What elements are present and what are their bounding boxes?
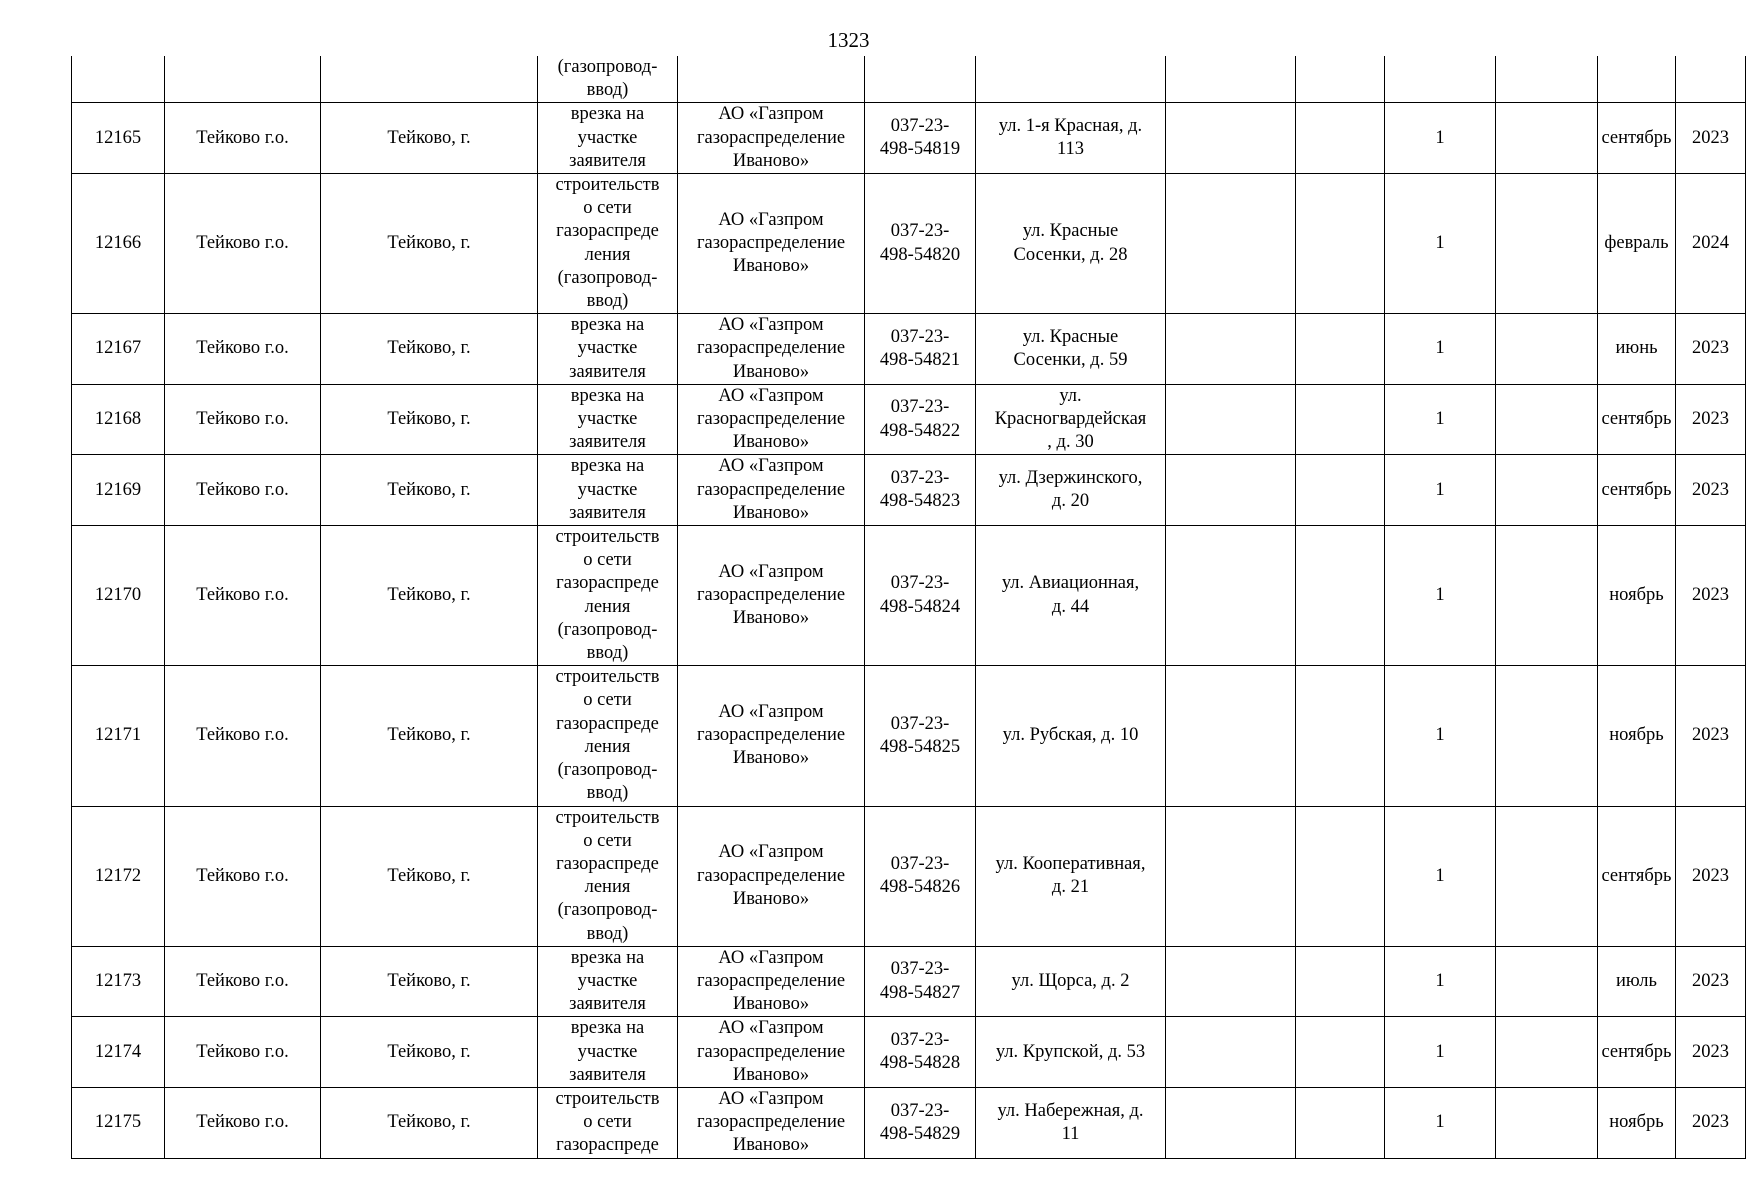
cell-line: газораспределение xyxy=(696,865,846,886)
cell-empty xyxy=(1296,526,1385,666)
cell-month: июль xyxy=(1598,946,1676,1017)
cell-work-type xyxy=(538,1017,678,1088)
cell-empty xyxy=(1166,1087,1296,1158)
cell-line: АО «Газпром xyxy=(718,1018,824,1039)
cell-line: участке xyxy=(577,479,638,500)
cell-line: 037-23- xyxy=(890,1029,950,1050)
cell-address xyxy=(976,103,1166,174)
cell-code xyxy=(865,384,976,455)
cell-locality: Тейково, г. xyxy=(321,455,538,526)
cell-month: сентябрь xyxy=(1598,455,1676,526)
cell-line: газораспределение xyxy=(696,127,846,148)
cell-empty xyxy=(1496,946,1598,1017)
cell-month: июнь xyxy=(1598,314,1676,385)
cell-id: 12174 xyxy=(72,1017,165,1088)
cell-line: Иваново» xyxy=(732,748,810,769)
cell-quantity xyxy=(1385,56,1496,103)
cell-line: ввод) xyxy=(586,923,629,944)
cell-line: ул. Крупской, д. 53 xyxy=(995,1041,1146,1062)
table-row xyxy=(72,526,1746,666)
cell-line: газораспределение xyxy=(696,233,846,254)
cell-empty xyxy=(1496,806,1598,946)
cell-line: врезка на xyxy=(570,1018,645,1039)
cell-line: 113 xyxy=(1056,139,1085,160)
cell-empty xyxy=(1296,666,1385,806)
cell-line: врезка на xyxy=(570,315,645,336)
cell-organization xyxy=(678,526,865,666)
cell-code xyxy=(865,314,976,385)
cell-year: 2023 xyxy=(1676,103,1746,174)
cell-month: ноябрь xyxy=(1598,526,1676,666)
cell-line: газораспреде xyxy=(556,1135,659,1156)
cell-id: 12165 xyxy=(72,103,165,174)
cell-month: сентябрь xyxy=(1598,806,1676,946)
cell-line: 498-54825 xyxy=(879,736,961,757)
cell-line: 037-23- xyxy=(890,397,950,418)
cell-district: Тейково г.о. xyxy=(165,1087,321,1158)
table-row xyxy=(72,174,1746,314)
cell-line: врезка на xyxy=(570,947,645,968)
cell-address xyxy=(976,174,1166,314)
cell-code xyxy=(865,455,976,526)
cell-id: 12173 xyxy=(72,946,165,1017)
cell-address xyxy=(976,806,1166,946)
cell-id: 12172 xyxy=(72,806,165,946)
cell-empty xyxy=(1296,103,1385,174)
cell-empty xyxy=(1166,666,1296,806)
cell-line: газораспределение xyxy=(696,725,846,746)
cell-empty xyxy=(1166,384,1296,455)
cell-line: газораспределение xyxy=(696,970,846,991)
cell-line: строительств xyxy=(555,807,660,828)
cell-line: о сети xyxy=(583,198,632,219)
cell-empty xyxy=(1296,56,1385,103)
cell-line: (газопровод- xyxy=(557,900,658,921)
table-row xyxy=(72,455,1746,526)
cell-line: 498-54819 xyxy=(879,139,961,160)
cell-work-type xyxy=(538,946,678,1017)
cell-line: 037-23- xyxy=(890,573,950,594)
cell-work-type xyxy=(538,103,678,174)
cell-address xyxy=(976,946,1166,1017)
cell-line: Иваново» xyxy=(732,888,810,909)
cell-code xyxy=(865,946,976,1017)
cell-empty xyxy=(1166,946,1296,1017)
cell-locality: Тейково, г. xyxy=(321,946,538,1017)
cell-line: Иваново» xyxy=(732,256,810,277)
cell-locality: Тейково, г. xyxy=(321,1087,538,1158)
cell-empty xyxy=(1166,806,1296,946)
cell-address xyxy=(976,56,1166,103)
cell-line: строительств xyxy=(555,527,660,548)
table-row xyxy=(72,666,1746,806)
cell-line: газораспределение xyxy=(696,338,846,359)
cell-line: д. 20 xyxy=(1051,491,1090,512)
cell-line: 498-54823 xyxy=(879,491,961,512)
cell-year xyxy=(1676,56,1746,103)
cell-month: сентябрь xyxy=(1598,103,1676,174)
cell-line: врезка на xyxy=(570,385,645,406)
cell-month: сентябрь xyxy=(1598,384,1676,455)
cell-line: заявителя xyxy=(569,361,646,382)
cell-line: 037-23- xyxy=(890,1100,950,1121)
cell-empty xyxy=(1496,666,1598,806)
cell-line: строительств xyxy=(555,667,660,688)
cell-empty xyxy=(1296,806,1385,946)
cell-line: о сети xyxy=(583,690,632,711)
cell-line: АО «Газпром xyxy=(718,1088,824,1109)
cell-line: газораспреде xyxy=(556,853,659,874)
cell-empty xyxy=(1296,946,1385,1017)
cell-line: 037-23- xyxy=(890,853,950,874)
cell-empty xyxy=(1496,1017,1598,1088)
cell-line: ул. Красные xyxy=(1022,326,1119,347)
cell-line: газораспреде xyxy=(556,573,659,594)
cell-id xyxy=(72,56,165,103)
cell-line: АО «Газпром xyxy=(718,385,824,406)
cell-district: Тейково г.о. xyxy=(165,806,321,946)
cell-line: ул. Дзержинского, xyxy=(998,468,1143,489)
cell-empty xyxy=(1496,174,1598,314)
cell-address xyxy=(976,526,1166,666)
cell-organization xyxy=(678,666,865,806)
cell-month: сентябрь xyxy=(1598,1017,1676,1088)
cell-line: 498-54824 xyxy=(879,596,961,617)
cell-year: 2023 xyxy=(1676,384,1746,455)
table-row xyxy=(72,314,1746,385)
cell-district: Тейково г.о. xyxy=(165,1017,321,1088)
cell-line: ления xyxy=(584,877,631,898)
cell-organization xyxy=(678,56,865,103)
cell-line: ввод) xyxy=(586,80,629,101)
cell-line: газораспреде xyxy=(556,221,659,242)
cell-line: АО «Газпром xyxy=(718,456,824,477)
cell-line: ления xyxy=(584,596,631,617)
cell-line: АО «Газпром xyxy=(718,209,824,230)
cell-line: 498-54829 xyxy=(879,1123,961,1144)
cell-line: ления xyxy=(584,244,631,265)
cell-code xyxy=(865,103,976,174)
cell-empty xyxy=(1296,1087,1385,1158)
cell-line: АО «Газпром xyxy=(718,702,824,723)
cell-line: о сети xyxy=(583,1112,632,1133)
cell-line: 037-23- xyxy=(890,116,950,136)
cell-locality xyxy=(321,56,538,103)
cell-line: участке xyxy=(577,970,638,991)
table-body xyxy=(72,56,1746,1158)
cell-empty xyxy=(1496,56,1598,103)
cell-line: газораспределение xyxy=(696,409,846,430)
cell-line: АО «Газпром xyxy=(718,315,824,336)
cell-district: Тейково г.о. xyxy=(165,946,321,1017)
cell-line: строительств xyxy=(555,175,660,196)
cell-line: газораспреде xyxy=(556,713,659,734)
cell-year: 2023 xyxy=(1676,806,1746,946)
cell-empty xyxy=(1496,314,1598,385)
cell-line: участке xyxy=(577,338,638,359)
cell-locality: Тейково, г. xyxy=(321,806,538,946)
cell-empty xyxy=(1296,314,1385,385)
cell-empty xyxy=(1166,174,1296,314)
cell-line: Иваново» xyxy=(732,1064,810,1085)
cell-empty xyxy=(1296,1017,1385,1088)
cell-line: ул. 1-я Красная, д. xyxy=(998,116,1143,136)
table-row xyxy=(72,103,1746,174)
cell-line: (газопровод- xyxy=(557,760,658,781)
cell-line: Сосенки, д. 59 xyxy=(1013,350,1128,371)
cell-id: 12166 xyxy=(72,174,165,314)
cell-year: 2023 xyxy=(1676,946,1746,1017)
cell-empty xyxy=(1166,103,1296,174)
cell-quantity: 1 xyxy=(1385,1017,1496,1088)
cell-address xyxy=(976,1087,1166,1158)
cell-code xyxy=(865,174,976,314)
cell-line: АО «Газпром xyxy=(718,104,824,125)
cell-line: 037-23- xyxy=(890,221,950,242)
cell-empty xyxy=(1166,455,1296,526)
cell-line: заявителя xyxy=(569,150,646,171)
cell-quantity: 1 xyxy=(1385,1087,1496,1158)
cell-year: 2023 xyxy=(1676,314,1746,385)
cell-address xyxy=(976,455,1166,526)
cell-empty xyxy=(1166,314,1296,385)
cell-address xyxy=(976,314,1166,385)
cell-empty xyxy=(1496,526,1598,666)
cell-line: Иваново» xyxy=(732,432,810,453)
cell-line: д. 21 xyxy=(1051,877,1090,898)
cell-organization xyxy=(678,1017,865,1088)
cell-organization xyxy=(678,1087,865,1158)
cell-line: 037-23- xyxy=(890,468,950,489)
cell-line: газораспределение xyxy=(696,1112,846,1133)
cell-code xyxy=(865,666,976,806)
cell-locality: Тейково, г. xyxy=(321,174,538,314)
cell-work-type xyxy=(538,526,678,666)
cell-year: 2023 xyxy=(1676,666,1746,806)
cell-address xyxy=(976,1017,1166,1088)
cell-work-type xyxy=(538,666,678,806)
cell-quantity: 1 xyxy=(1385,174,1496,314)
table-row xyxy=(72,384,1746,455)
cell-work-type xyxy=(538,56,678,103)
cell-line: АО «Газпром xyxy=(718,561,824,582)
cell-work-type xyxy=(538,384,678,455)
cell-locality: Тейково, г. xyxy=(321,666,538,806)
cell-line: Иваново» xyxy=(732,994,810,1015)
table-row xyxy=(72,806,1746,946)
cell-district: Тейково г.о. xyxy=(165,455,321,526)
cell-line: Иваново» xyxy=(732,1135,810,1156)
cell-year: 2023 xyxy=(1676,1087,1746,1158)
cell-district xyxy=(165,56,321,103)
cell-line: ввод) xyxy=(586,643,629,664)
cell-code xyxy=(865,1087,976,1158)
cell-line: Красногвардейская xyxy=(994,409,1147,430)
cell-code xyxy=(865,1017,976,1088)
cell-line: , д. 30 xyxy=(1047,432,1094,453)
cell-locality: Тейково, г. xyxy=(321,314,538,385)
cell-line: Иваново» xyxy=(732,608,810,629)
cell-quantity: 1 xyxy=(1385,384,1496,455)
cell-line: АО «Газпром xyxy=(718,947,824,968)
cell-month: февраль xyxy=(1598,174,1676,314)
cell-quantity: 1 xyxy=(1385,526,1496,666)
cell-quantity: 1 xyxy=(1385,666,1496,806)
cell-work-type xyxy=(538,174,678,314)
cell-work-type xyxy=(538,806,678,946)
cell-empty xyxy=(1496,103,1598,174)
cell-empty xyxy=(1166,56,1296,103)
cell-locality: Тейково, г. xyxy=(321,103,538,174)
cell-line: (газопровод- xyxy=(557,619,658,640)
cell-code xyxy=(865,56,976,103)
cell-month xyxy=(1598,56,1676,103)
cell-empty xyxy=(1296,384,1385,455)
cell-locality: Тейково, г. xyxy=(321,384,538,455)
cell-id: 12168 xyxy=(72,384,165,455)
cell-locality: Тейково, г. xyxy=(321,526,538,666)
cell-code xyxy=(865,806,976,946)
cell-year: 2023 xyxy=(1676,455,1746,526)
cell-year: 2024 xyxy=(1676,174,1746,314)
cell-line: АО «Газпром xyxy=(718,842,824,863)
cell-line: о сети xyxy=(583,550,632,571)
cell-line: 037-23- xyxy=(890,959,950,980)
cell-id: 12167 xyxy=(72,314,165,385)
cell-line: 11 xyxy=(1061,1123,1080,1144)
cell-quantity: 1 xyxy=(1385,806,1496,946)
cell-work-type xyxy=(538,1087,678,1158)
cell-line: о сети xyxy=(583,830,632,851)
cell-quantity: 1 xyxy=(1385,103,1496,174)
cell-line: врезка на xyxy=(570,104,645,125)
cell-empty xyxy=(1496,1087,1598,1158)
cell-line: ввод) xyxy=(586,291,629,312)
cell-line: ул. xyxy=(1059,385,1082,406)
cell-line: ул. Набережная, д. xyxy=(997,1100,1144,1121)
cell-line: 498-54822 xyxy=(879,420,961,441)
cell-quantity: 1 xyxy=(1385,455,1496,526)
cell-line: участке xyxy=(577,127,638,148)
cell-line: (газопровод- xyxy=(557,57,658,77)
cell-id: 12171 xyxy=(72,666,165,806)
page-number: 1323 xyxy=(827,28,870,52)
cell-line: газораспределение xyxy=(696,1041,846,1062)
cell-line: 498-54828 xyxy=(879,1053,961,1074)
cell-line: ул. Рубская, д. 10 xyxy=(1002,725,1139,746)
cell-line: заявителя xyxy=(569,1064,646,1085)
cell-empty xyxy=(1496,455,1598,526)
cell-address xyxy=(976,384,1166,455)
cell-line: 037-23- xyxy=(890,326,950,347)
cell-line: д. 44 xyxy=(1051,596,1090,617)
cell-locality: Тейково, г. xyxy=(321,1017,538,1088)
cell-line: заявителя xyxy=(569,994,646,1015)
cell-organization xyxy=(678,384,865,455)
cell-line: Сосенки, д. 28 xyxy=(1013,244,1128,265)
cell-organization xyxy=(678,946,865,1017)
cell-district: Тейково г.о. xyxy=(165,174,321,314)
cell-line: Иваново» xyxy=(732,361,810,382)
cell-id: 12169 xyxy=(72,455,165,526)
cell-empty xyxy=(1166,526,1296,666)
cell-line: ул. Кооперативная, xyxy=(995,853,1146,874)
cell-line: участке xyxy=(577,409,638,430)
cell-organization xyxy=(678,806,865,946)
cell-line: Иваново» xyxy=(732,502,810,523)
cell-line: (газопровод- xyxy=(557,267,658,288)
cell-empty xyxy=(1496,384,1598,455)
cell-line: 498-54826 xyxy=(879,877,961,898)
cell-empty xyxy=(1296,174,1385,314)
cell-district: Тейково г.о. xyxy=(165,314,321,385)
cell-month: ноябрь xyxy=(1598,666,1676,806)
cell-empty xyxy=(1166,1017,1296,1088)
cell-code xyxy=(865,526,976,666)
table-row xyxy=(72,946,1746,1017)
register-table xyxy=(71,56,1746,1159)
cell-address xyxy=(976,666,1166,806)
cell-line: ул. Красные xyxy=(1022,221,1119,242)
cell-line: ул. Авиационная, xyxy=(1001,573,1140,594)
cell-line: газораспределение xyxy=(696,585,846,606)
cell-line: врезка на xyxy=(570,456,645,477)
cell-line: заявителя xyxy=(569,502,646,523)
cell-quantity: 1 xyxy=(1385,314,1496,385)
cell-year: 2023 xyxy=(1676,1017,1746,1088)
cell-organization xyxy=(678,174,865,314)
cell-line: участке xyxy=(577,1041,638,1062)
cell-work-type xyxy=(538,314,678,385)
cell-month: ноябрь xyxy=(1598,1087,1676,1158)
cell-quantity: 1 xyxy=(1385,946,1496,1017)
cell-line: строительств xyxy=(555,1088,660,1109)
cell-district: Тейково г.о. xyxy=(165,666,321,806)
cell-district: Тейково г.о. xyxy=(165,384,321,455)
cell-district: Тейково г.о. xyxy=(165,103,321,174)
cell-line: заявителя xyxy=(569,432,646,453)
cell-line: ул. Щорса, д. 2 xyxy=(1011,970,1130,991)
table-row xyxy=(72,1087,1746,1158)
cell-empty xyxy=(1296,455,1385,526)
cell-year: 2023 xyxy=(1676,526,1746,666)
continuation-row xyxy=(72,56,1746,103)
cell-organization xyxy=(678,455,865,526)
cell-line: ления xyxy=(584,736,631,757)
cell-organization xyxy=(678,314,865,385)
cell-district: Тейково г.о. xyxy=(165,526,321,666)
cell-id: 12175 xyxy=(72,1087,165,1158)
cell-line: 498-54821 xyxy=(879,350,961,371)
table-row xyxy=(72,1017,1746,1088)
cell-line: 498-54827 xyxy=(879,982,961,1003)
cell-id: 12170 xyxy=(72,526,165,666)
cell-line: 037-23- xyxy=(890,713,950,734)
cell-line: Иваново» xyxy=(732,150,810,171)
cell-line: газораспределение xyxy=(696,479,846,500)
cell-work-type xyxy=(538,455,678,526)
cell-line: 498-54820 xyxy=(879,244,961,265)
cell-organization xyxy=(678,103,865,174)
cell-line: ввод) xyxy=(586,783,629,804)
